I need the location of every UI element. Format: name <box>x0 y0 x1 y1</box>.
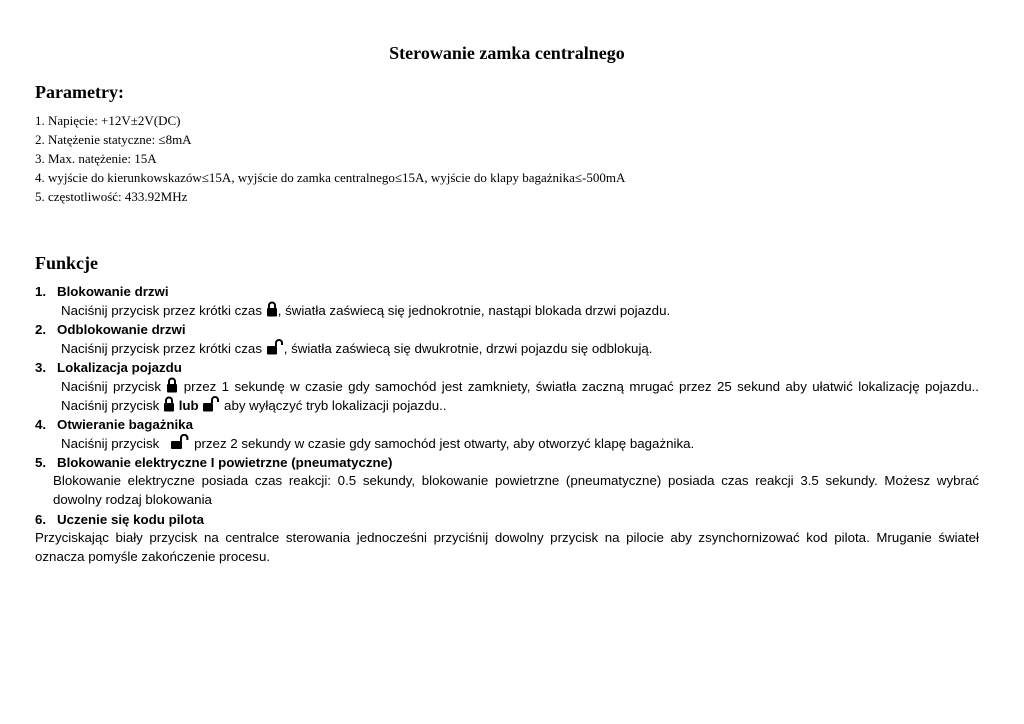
function-6-title: 6. Uczenie się kodu pilota <box>35 512 205 527</box>
param-item: 3. Max. natężenie: 15A <box>35 151 157 166</box>
functions-heading: Funkcje <box>35 253 98 273</box>
function-3-line-2: Naciśnij przycisk lub aby wyłączyć tryb lokalizacji pojazdu.. <box>61 398 447 413</box>
trunk-open-icon <box>170 434 190 450</box>
function-3-line-1: Naciśnij przycisk przez 1 sekundę w czasie gdy samochód jest zamkniety, światła zaczną mrugać przez 25 sekund aby ułatwić lokalizację pojazdu.. <box>61 379 979 394</box>
parameters-heading: Parametry: <box>35 82 124 102</box>
lock-open-icon <box>266 339 284 355</box>
lock-closed-icon <box>163 396 175 412</box>
function-3-title: 3. Lokalizacja pojazdu <box>35 360 182 375</box>
param-item: 5. częstotliwość: 433.92MHz <box>35 189 188 204</box>
lock-open-icon <box>202 396 220 412</box>
function-5-title: 5. Blokowanie elektryczne I powietrzne (pneumatyczne) <box>35 455 393 470</box>
lock-closed-icon <box>266 301 278 317</box>
function-5-line-1: Blokowanie elektryczne posiada czas reakcji: 0.5 sekundy, blokowanie powietrzne (pneumatyczne) posiada czas reakcji 3.5 sekundy. Możesz wybrać <box>53 473 979 488</box>
param-item: 4. wyjście do kierunkowskazów≤15A, wyjście do zamka centralnego≤15A, wyjście do klapy bagażnika≤-500mA <box>35 170 626 185</box>
lock-closed-icon <box>166 377 178 393</box>
param-item: 1. Napięcie: +12V±2V(DC) <box>35 113 181 128</box>
function-2-text: Naciśnij przycisk przez krótki czas , światła zaświecą się dwukrotnie, drzwi pojazdu się odblokują. <box>61 341 653 356</box>
function-6-line-1: Przyciskając biały przycisk na centralce sterowania jednocześni przyciśnij dowolny przycisk na pilocie aby zsynchornizować kod pilota. Mruganie świateł <box>35 530 979 545</box>
function-1-text: Naciśnij przycisk przez krótki czas , światła zaświecą się jednokrotnie, nastąpi blokada drzwi pojazdu. <box>61 303 671 318</box>
function-6-line-2: oznacza pomyśle zakończenie procesu. <box>35 549 271 564</box>
function-4-title: 4. Otwieranie bagażnika <box>35 417 193 432</box>
function-1-title: 1. Blokowanie drzwi <box>35 284 169 299</box>
function-4-text: Naciśnij przycisk przez 2 sekundy w czasie gdy samochód jest otwarty, aby otworzyć klapę bagażnika. <box>61 436 695 451</box>
param-item: 2. Natężenie statyczne: ≤8mA <box>35 132 192 147</box>
page-title: Sterowanie zamka centralnego <box>389 43 625 63</box>
function-5-line-2: dowolny rodzaj blokowania <box>53 492 212 507</box>
function-2-title: 2. Odblokowanie drzwi <box>35 322 186 337</box>
